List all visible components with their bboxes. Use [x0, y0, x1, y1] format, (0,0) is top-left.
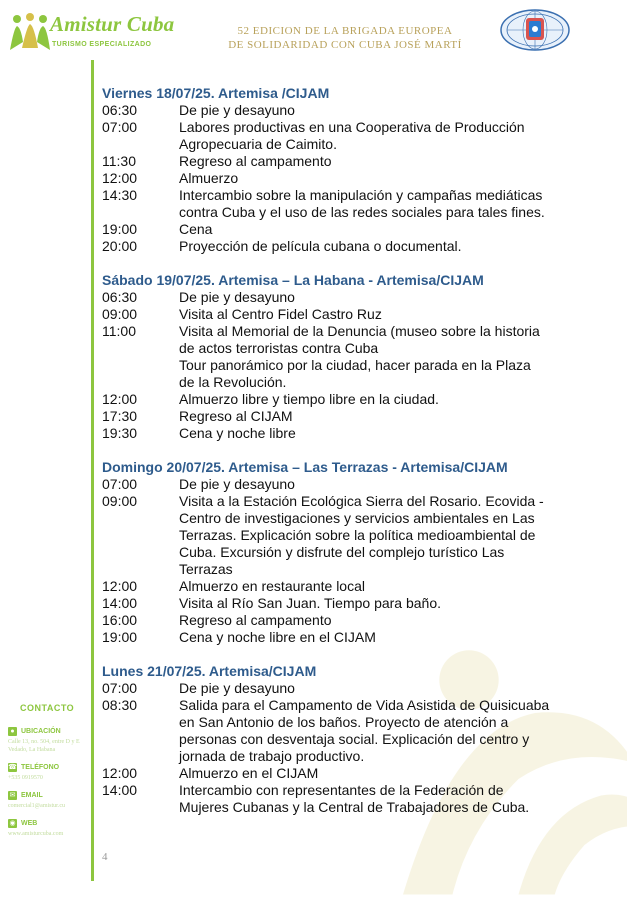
people-logo-icon	[8, 12, 52, 52]
activity-line: Almuerzo	[179, 170, 239, 186]
activity-line: Cuba. Excursión y disfrute del complejo turístico Las	[179, 544, 505, 560]
day-section	[102, 459, 572, 646]
activity-line: Almuerzo en el CIJAM	[179, 765, 319, 781]
logo-name: Amistur Cuba	[50, 12, 175, 36]
schedule-time: 19:00	[102, 629, 138, 645]
activity-line: contra Cuba y el uso de las redes sociales para tales fines.	[179, 204, 545, 220]
activity-line: Agropecuaria de Caimito.	[179, 136, 337, 152]
schedule-row	[102, 221, 572, 238]
schedule-time: 09:00	[102, 306, 138, 322]
web-icon: ◉	[9, 820, 16, 827]
schedule-time: 14:00	[102, 782, 138, 798]
day-title: Lunes 21/07/25. Artemisa/CIJAM	[102, 663, 317, 679]
activity-line: De pie y desayuno	[179, 102, 295, 118]
activity-line: jornada de trabajo productivo.	[179, 748, 365, 764]
schedule-activity	[179, 493, 572, 578]
schedule-time: 11:00	[102, 323, 136, 339]
activity-line: Regreso al campamento	[179, 612, 332, 628]
schedule-activity	[179, 102, 572, 119]
location-label: UBICACIÓN	[21, 728, 61, 735]
day-title: Domingo 20/07/25. Artemisa – Las Terrazas - Artemisa/CIJAM	[102, 459, 508, 475]
schedule-row	[102, 391, 572, 408]
schedule-activity	[179, 612, 572, 629]
schedule-row	[102, 153, 572, 170]
web-value[interactable]: www.amisturcuba.com	[8, 831, 64, 837]
day-section	[102, 663, 572, 816]
schedule-row	[102, 306, 572, 323]
schedule-activity	[179, 476, 572, 493]
activity-line: Almuerzo libre y tiempo libre en la ciudad.	[179, 391, 439, 407]
schedule-row	[102, 595, 572, 612]
activity-line: Cena y noche libre en el CIJAM	[179, 629, 376, 645]
schedule-time: 08:30	[102, 697, 138, 713]
schedule-row	[102, 765, 572, 782]
schedule-time: 19:00	[102, 221, 138, 237]
schedule-row	[102, 170, 572, 187]
activity-line: en San Antonio de los baños. Proyecto de atención a	[179, 714, 509, 730]
schedule-activity	[179, 782, 572, 816]
activity-line: Tour panorámico por la ciudad, hacer parada en la Plaza	[179, 357, 531, 373]
activity-line: de actos terroristas contra Cuba	[179, 340, 379, 356]
schedule-time: 06:30	[102, 102, 138, 118]
activity-line: Regreso al CIJAM	[179, 408, 293, 424]
schedule-activity	[179, 595, 572, 612]
day-section	[102, 85, 572, 255]
activity-line: de la Revolución.	[179, 374, 287, 390]
schedule-time: 11:30	[102, 153, 136, 169]
activity-line: Labores productivas en una Cooperativa de Producción	[179, 119, 525, 135]
activity-line: Visita al Río San Juan. Tiempo para baño.	[179, 595, 442, 611]
location-value: Calle 13, no. 504, entre D y E Vedado, La Habana	[8, 739, 80, 753]
contact-web	[8, 819, 88, 838]
schedule-time: 12:00	[102, 170, 138, 186]
schedule-time: 09:00	[102, 493, 138, 509]
schedule-time: 17:30	[102, 408, 138, 424]
day-title: Viernes 18/07/25. Artemisa /CIJAM	[102, 85, 330, 101]
schedule-activity	[179, 391, 572, 408]
location-pin-icon: ●	[8, 727, 17, 736]
schedule-activity	[179, 697, 572, 765]
contact-phone	[8, 763, 88, 782]
title-line-2: DE SOLIDARIDAD CON CUBA JOSÉ MARTÍ	[228, 39, 462, 51]
activity-line: Salida para el Campamento de Vida Asistida de Quisicuaba	[179, 697, 550, 713]
contact-heading: CONTACTO	[20, 703, 75, 713]
schedule-row	[102, 119, 572, 153]
phone-icon: ☎	[8, 764, 17, 771]
activity-line: Intercambio sobre la manipulación y campañas mediáticas	[179, 187, 543, 203]
amistur-logo	[8, 10, 175, 54]
schedule-activity	[179, 425, 572, 442]
schedule-activity	[179, 238, 572, 255]
activity-line: Proyección de película cubana o documental.	[179, 238, 462, 254]
activity-line: De pie y desayuno	[179, 680, 295, 696]
schedule-activity	[179, 221, 572, 238]
schedule-time: 07:00	[102, 119, 138, 135]
schedule-activity	[179, 680, 572, 697]
activity-line: Visita a la Estación Ecológica Sierra del Rosario. Ecovida -	[179, 493, 544, 509]
contact-sidebar	[8, 703, 88, 847]
activity-line: De pie y desayuno	[179, 289, 295, 305]
schedule-row	[102, 289, 572, 306]
activity-line: De pie y desayuno	[179, 476, 295, 492]
activity-line: Terrazas. Explicación sobre la política medioambiental de	[179, 527, 536, 543]
contact-location	[8, 727, 88, 754]
title-line-1: 52 EDICION DE LA BRIGADA EUROPEA	[237, 25, 453, 37]
schedule-activity	[179, 629, 572, 646]
sidebar-divider-line	[91, 60, 94, 881]
activity-line: Almuerzo en restaurante local	[179, 578, 365, 594]
schedule-row	[102, 629, 572, 646]
schedule-activity	[179, 408, 572, 425]
web-label: WEB	[21, 820, 38, 827]
activity-line: Cena	[179, 221, 213, 237]
schedule-row	[102, 782, 572, 816]
schedule-activity	[179, 306, 572, 323]
schedule-row	[102, 697, 572, 765]
schedule-activity	[179, 153, 572, 170]
phone-label: TELÉFONO	[21, 764, 60, 771]
schedule-time: 07:00	[102, 680, 138, 696]
email-icon: ✉	[9, 792, 16, 799]
schedule-activity	[179, 578, 572, 595]
contact-email	[8, 791, 88, 810]
schedule-time: 14:00	[102, 595, 138, 611]
page-number: 4	[102, 851, 108, 863]
schedule-time: 16:00	[102, 612, 138, 628]
schedule-time: 12:00	[102, 578, 138, 594]
itinerary-content	[102, 85, 572, 833]
schedule-time: 12:00	[102, 391, 138, 407]
activity-line: personas con desventaja social. Explicación del centro y	[179, 731, 530, 747]
activity-line: Regreso al campamento	[179, 153, 332, 169]
schedule-time: 06:30	[102, 289, 138, 305]
schedule-time: 07:00	[102, 476, 138, 492]
activity-line: Centro de investigaciones y servicios ambientales en Las	[179, 510, 535, 526]
day-section	[102, 272, 572, 442]
schedule-row	[102, 425, 572, 442]
schedule-activity	[179, 187, 572, 221]
schedule-activity	[179, 323, 572, 391]
schedule-time: 14:30	[102, 187, 138, 203]
document-title	[200, 24, 490, 52]
activity-line: Cena y noche libre	[179, 425, 296, 441]
email-value[interactable]: comercial1@amistur.cu	[8, 803, 66, 809]
activity-line: Visita al Memorial de la Denuncia (museo sobre la historia	[179, 323, 540, 339]
schedule-row	[102, 578, 572, 595]
schedule-activity	[179, 765, 572, 782]
schedule-row	[102, 493, 572, 578]
schedule-row	[102, 102, 572, 119]
activity-line: Intercambio con representantes de la Federación de	[179, 782, 504, 798]
schedule-row	[102, 680, 572, 697]
schedule-row	[102, 238, 572, 255]
email-label: EMAIL	[21, 792, 43, 799]
logo-tagline: TURISMO ESPECIALIZADO	[52, 41, 152, 48]
schedule-activity	[179, 170, 572, 187]
schedule-row	[102, 476, 572, 493]
activity-line: Mujeres Cubanas y la Central de Trabajadores de Cuba.	[179, 799, 530, 815]
schedule-row	[102, 408, 572, 425]
phone-value: +535 0919570	[8, 775, 43, 781]
schedule-time: 20:00	[102, 238, 138, 254]
day-title: Sábado 19/07/25. Artemisa – La Habana - Artemisa/CIJAM	[102, 272, 484, 288]
activity-line: Terrazas	[179, 561, 233, 577]
schedule-time: 12:00	[102, 765, 138, 781]
activity-line: Visita al Centro Fidel Castro Ruz	[179, 306, 382, 322]
schedule-row	[102, 187, 572, 221]
schedule-activity	[179, 289, 572, 306]
schedule-activity	[179, 119, 572, 153]
schedule-row	[102, 612, 572, 629]
brigade-emblem-icon	[499, 8, 571, 52]
schedule-time: 19:30	[102, 425, 138, 441]
schedule-row	[102, 323, 572, 391]
